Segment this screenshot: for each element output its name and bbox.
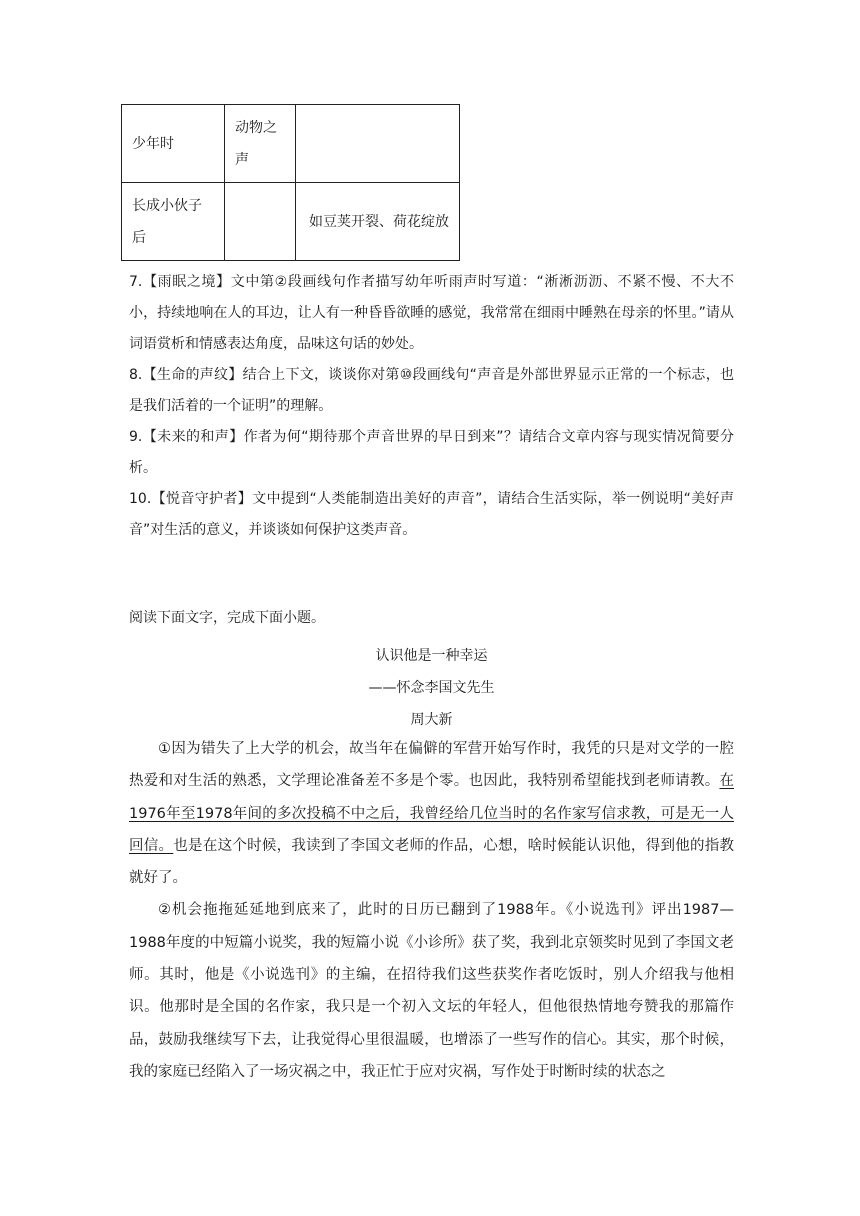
table-cell-stage: 长成小伙子后 (122, 183, 225, 261)
paragraph-2: ②机会拖拖延延地到底来了，此时的日历已翻到了1988年。《小说选刊》评出1987—1988年度的中短篇小说奖，我的短篇小说《小诊所》获了奖，我到北京领奖时见到了李国文老师。其时，他是《小说选刊》的主编，在招待我们这些获奖作者吃饭时，别人介绍我与他相识。他那时是全国的名作家，我只是一个初入文坛的年轻人，但他很热情地夸赞我的那篇作品，鼓励我继续写下去，让我觉得心里很温暖，也增添了一些写作的信心。其实，那个时候，我的家庭已经陷入了一场灾祸之中，我正忙于应对灾祸，写作处于时断时续的状态之 (129, 902, 734, 1080)
question-8: 8.【生命的声纹】结合上下文，谈谈你对第⑩段画线句“声音是外部世界显示正常的一个标志，也是我们活着的一个证明”的理解。 (129, 367, 734, 414)
article-author: 周大新 (410, 712, 453, 728)
table-row (122, 105, 460, 183)
table-cell-example: 如豆荚开裂、荷花绽放 (296, 183, 460, 261)
answer-table (121, 104, 460, 261)
table-cell-category (225, 183, 296, 261)
question-7: 7.【雨眠之境】文中第②段画线句作者描写幼年听雨声时写道：“淅淅沥沥、不紧不慢、不大不小，持续地响在人的耳边，让人有一种昏昏欲睡的感觉，我常常在细雨中睡熟在母亲的怀里。”请从词语赏析和情感表达角度，品味这句话的妙处。 (129, 274, 734, 352)
underlined-sentence: 在1976年至1978年间的多次投稿不中之后，我曾经给几位当时的名作家写信求教，可是无一人回信。 (129, 773, 734, 854)
article-subtitle: ——怀念李国文先生 (368, 680, 495, 696)
article-body (129, 733, 734, 1088)
paragraph-1 (129, 733, 734, 894)
paragraph-1-text-b: 也是在这个时候，我读到了李国文老师的作品，心想，啥时候能认识他，得到他的指教就好了。 (129, 837, 735, 887)
question-10: 10.【悦音守护者】文中提到“人类能制造出美好的声音”，请结合生活实际，举一例说明“美好声音”对生活的意义，并谈谈如何保护这类声音。 (129, 491, 734, 538)
paragraph-1-text-a: ①因为错失了上大学的机会，故当年在偏僻的军营开始写作时，我凭的只是对文学的一腔热爱和对生活的熟悉，文学理论准备差不多是个零。也因此，我特别希望能找到老师请教。 (129, 741, 734, 790)
table-cell-example (296, 105, 460, 183)
table-cell-category: 动物之声 (225, 105, 296, 183)
reading-instruction: 阅读下面文字，完成下面小题。 (129, 610, 325, 626)
article-heading (129, 640, 734, 736)
question-list (129, 267, 734, 546)
question-9: 9.【未来的和声】作者为何“期待那个声音世界的早日到来”？请结合文章内容与现实情况简要分析。 (129, 429, 734, 476)
table-row (122, 183, 460, 261)
article-title: 认识他是一种幸运 (375, 648, 488, 664)
table-cell-stage: 少年时 (122, 105, 225, 183)
